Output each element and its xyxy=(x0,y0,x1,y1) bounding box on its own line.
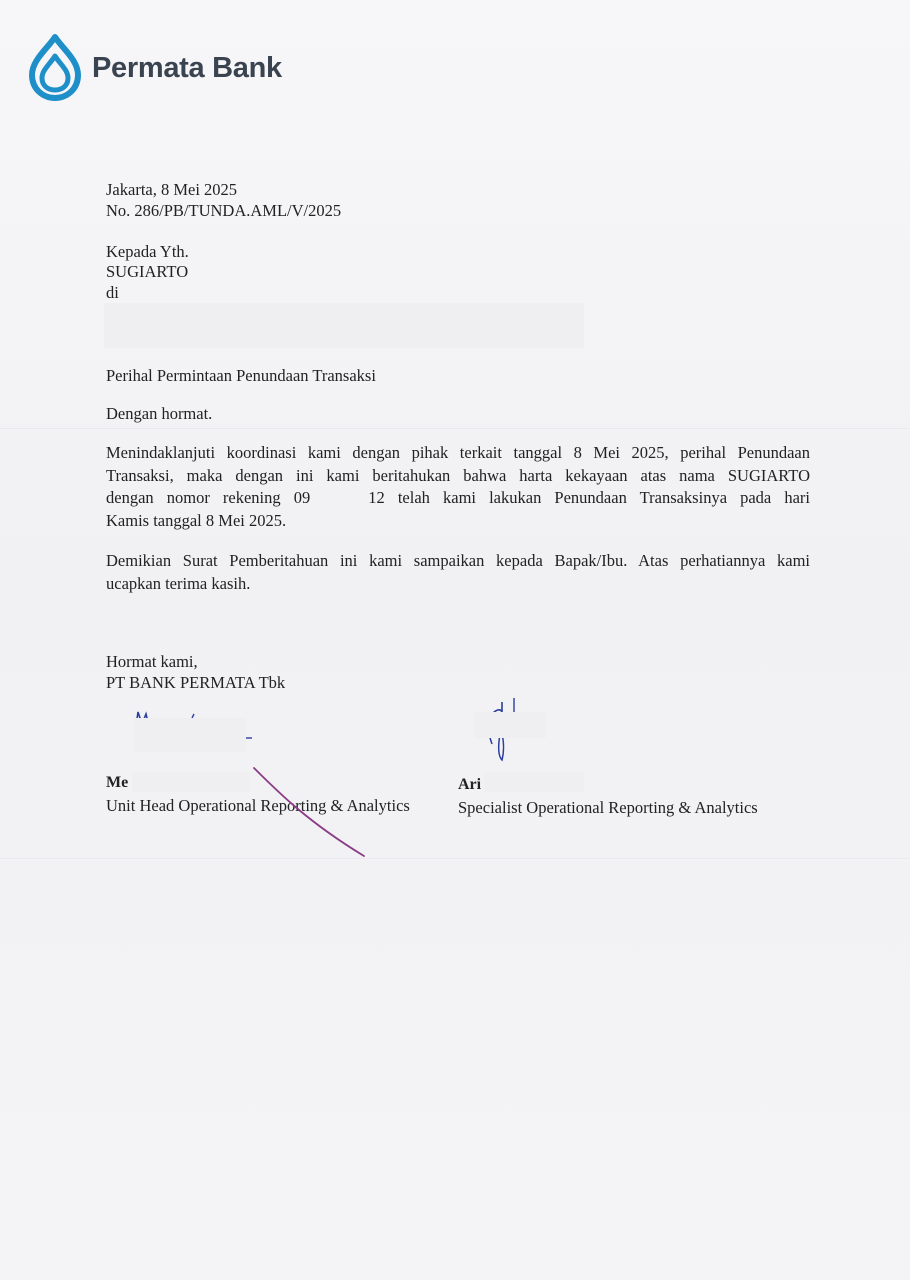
recipient-di: di xyxy=(106,283,119,302)
body-line: ucapkan terima kasih. xyxy=(106,573,251,593)
signatory-1-title: Unit Head Operational Reporting & Analytics xyxy=(106,796,410,815)
account-prefix: dengan nomor rekening 09 xyxy=(106,488,311,507)
signatory-2-name: Ari xyxy=(458,776,482,793)
paper-fold xyxy=(0,428,910,430)
account-suffix: 12 telah kami lakukan Penundaan Transaksinya pada hari xyxy=(368,488,811,507)
signature-1-redaction xyxy=(134,718,246,752)
body-line: Demikian Surat Pemberitahuan ini kami sampaikan kepada Bapak/Ibu. Atas perhatiannya kami xyxy=(106,551,810,570)
signatory-1-name-redaction xyxy=(132,772,250,792)
droplet-logo-icon xyxy=(28,34,82,102)
signature-2-redaction xyxy=(474,712,546,738)
body-line: Menindaklanjuti koordinasi kami dengan pihak terkait tanggal 8 Mei 2025, perihal Penundaan xyxy=(106,443,810,462)
signatory-1-name: Me xyxy=(106,774,129,791)
body-line-account xyxy=(106,487,810,510)
body-paragraph-1 xyxy=(106,442,810,532)
bank-name: Permata Bank xyxy=(92,51,282,84)
letter-number: No. 286/PB/TUNDA.AML/V/2025 xyxy=(106,201,342,220)
address-redaction xyxy=(104,303,584,348)
signatory-2-title: Specialist Operational Reporting & Analytics xyxy=(458,798,758,817)
recipient-salutation: Kepada Yth. xyxy=(106,242,189,261)
bank-logo xyxy=(28,34,282,102)
company-name: PT BANK PERMATA Tbk xyxy=(106,673,286,692)
paper-fold xyxy=(0,858,910,860)
greeting: Dengan hormat. xyxy=(106,404,213,423)
body-paragraph-2 xyxy=(106,550,810,595)
place-date: Jakarta, 8 Mei 2025 xyxy=(106,180,238,199)
signatory-2-name-redaction xyxy=(484,772,584,792)
body-line: Transaksi, maka dengan ini kami beritahukan bahwa harta kekayaan atas nama SUGIARTO xyxy=(106,465,810,485)
closing: Hormat kami, xyxy=(106,652,198,671)
subject-line: Perihal Permintaan Penundaan Transaksi xyxy=(106,366,376,385)
pen-stroke-mark xyxy=(248,762,372,862)
recipient-name: SUGIARTO xyxy=(106,262,189,281)
body-line: Kamis tanggal 8 Mei 2025. xyxy=(106,510,287,530)
